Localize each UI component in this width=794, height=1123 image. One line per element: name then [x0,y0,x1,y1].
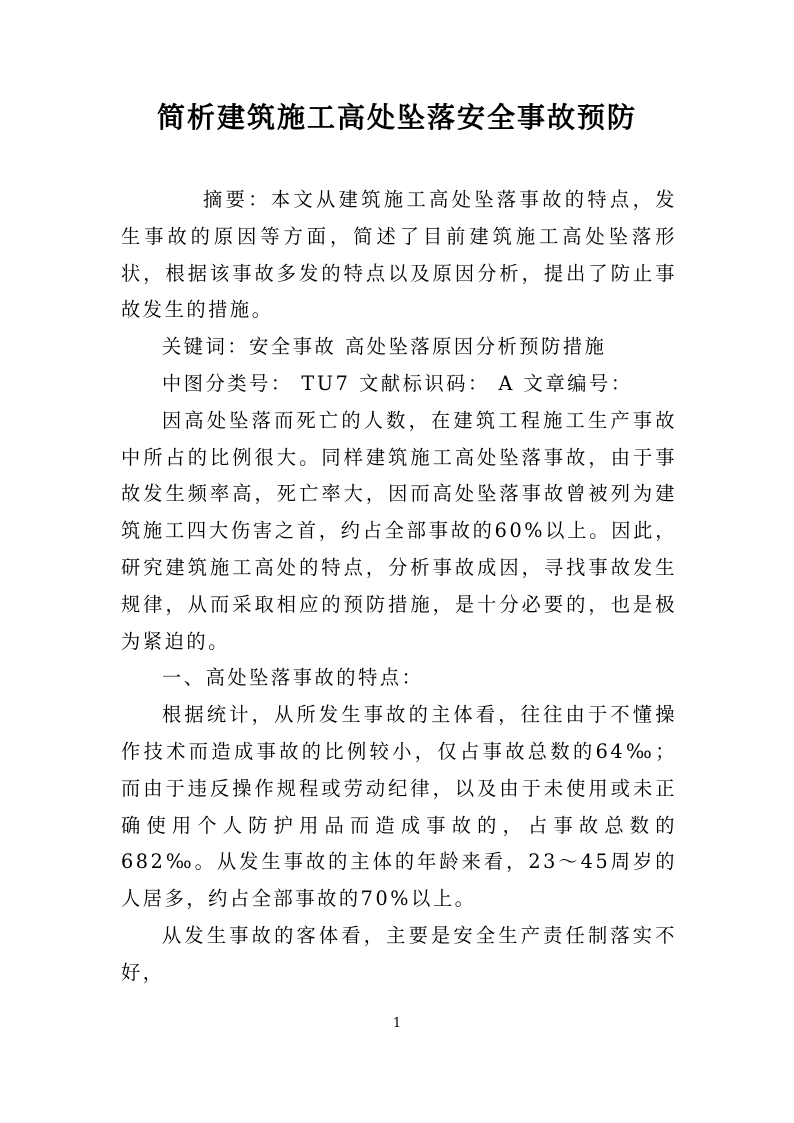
document-title: 简析建筑施工高处坠落安全事故预防 [156,101,637,134]
object-paragraph: 从发生事故的客体看，主要是安全生产责任制落实不好， [121,923,677,984]
section-heading: 一、高处坠落事故的特点： [162,666,424,690]
classification-paragraph: 中图分类号： TU7 文献标识码： A 文章编号： [162,371,633,395]
keywords-paragraph: 关键词：安全事故 高处坠落原因分析预防措施 [162,335,607,359]
page-number: 1 [392,1016,402,1031]
document-body [121,182,677,992]
abstract-paragraph: 摘要：本文从建筑施工高处坠落事故的特点，发生事故的原因等方面，简述了目前建筑施工高处坠落形状，根据该事故多发的特点以及原因分析，提出了防止事故发生的措施。 [121,188,677,322]
intro-paragraph: 因高处坠落而死亡的人数，在建筑工程施工生产事故中所占的比例很大。同样建筑施工高处坠落事故，由于事故发生频率高，死亡率大，因而高处坠落事故曾被列为建筑施工四大伤害之首，约占全部事故的60%以上。因此，研究建筑施工高处的特点，分析事故成因，寻找事故发生规律，从而采取相应的预防措施，是十分必要的，也是极为紧迫的。 [121,408,677,653]
statistics-paragraph: 根据统计，从所发生事故的主体看，往往由于不懂操作技术而造成事故的比例较小，仅占事故总数的64‰；而由于违反操作规程或劳动纪律，以及由于未使用或未正确使用个人防护用品而造成事故的，占事故总数的682‰。从发生事故的主体的年龄来看，23～45周岁的人居多，约占全部事故的70%以上。 [121,703,677,911]
